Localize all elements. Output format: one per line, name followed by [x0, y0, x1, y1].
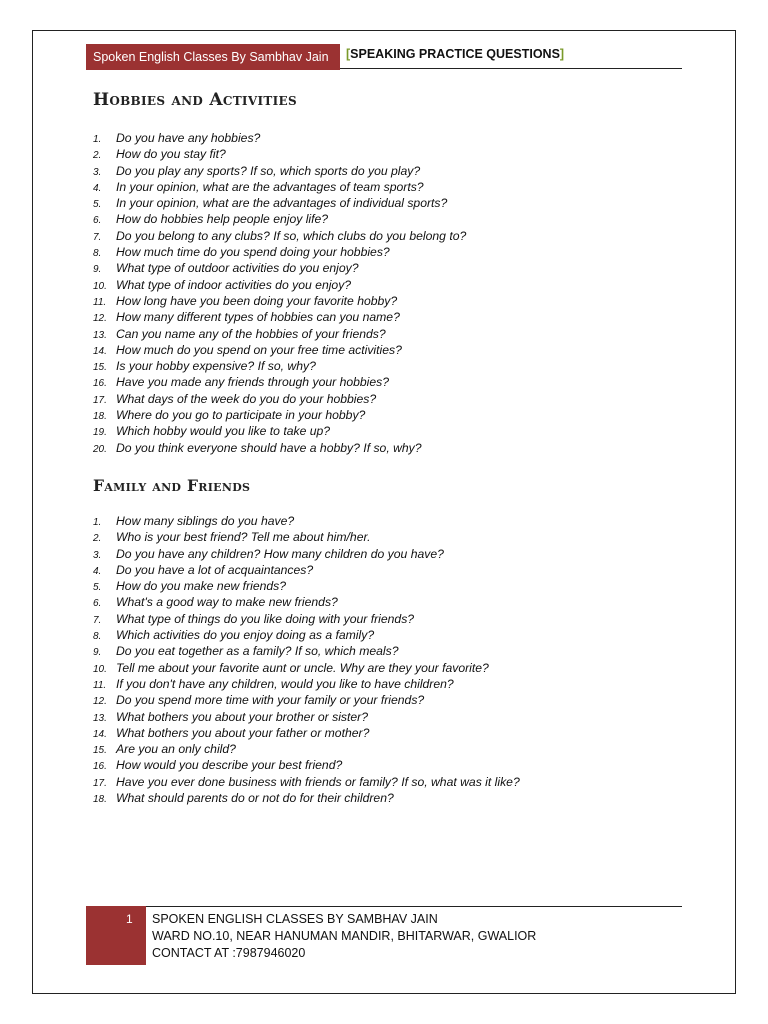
- header-divider: [340, 68, 682, 69]
- footer-divider: [146, 906, 682, 907]
- question-text: How long have you been doing your favorite hobby?: [116, 293, 398, 308]
- question-text: What days of the week do you do your hobbies?: [116, 391, 377, 406]
- list-item: [93, 611, 520, 627]
- question-text: Which hobby would you like to take up?: [116, 424, 331, 439]
- question-number: 11.: [93, 679, 107, 691]
- list-item: [93, 228, 466, 244]
- question-number: 10.: [93, 280, 107, 292]
- question-text: Who is your best friend? Tell me about him/her.: [116, 530, 371, 545]
- question-text: Do you have any children? How many children do you have?: [116, 546, 444, 561]
- question-text: Do you have a lot of acquaintances?: [116, 562, 314, 577]
- header-title-text: SPEAKING PRACTICE QUESTIONS: [350, 47, 560, 61]
- question-number: 15.: [93, 362, 107, 374]
- question-number: 17.: [93, 394, 107, 406]
- question-number: 1.: [93, 134, 102, 145]
- question-text: What bothers you about your brother or sister?: [116, 709, 369, 724]
- question-text: What type of things do you like doing with your friends?: [116, 611, 415, 626]
- list-item: [93, 244, 466, 260]
- question-text: How many siblings do you have?: [116, 514, 295, 528]
- list-item: [93, 709, 520, 725]
- section-title-family: Family and Friends: [93, 476, 251, 495]
- question-text: In your opinion, what are the advantages of team sports?: [116, 179, 424, 194]
- question-text: Is your hobby expensive? If so, why?: [116, 359, 316, 374]
- list-item: [93, 179, 466, 195]
- list-item: [93, 513, 520, 529]
- question-number: 18.: [93, 411, 107, 423]
- question-text: How do you make new friends?: [116, 579, 287, 594]
- header-bracket-close: ]: [559, 47, 565, 61]
- question-number: 9.: [93, 264, 102, 276]
- question-number: 17.: [93, 777, 107, 789]
- question-text: What should parents do or not do for their children?: [116, 791, 394, 806]
- question-number: 5.: [93, 199, 102, 211]
- question-number: 20.: [93, 443, 107, 455]
- question-number: 2.: [93, 150, 102, 162]
- question-text: Are you an only child?: [116, 742, 236, 757]
- question-text: Which activities do you enjoy doing as a family?: [116, 628, 375, 643]
- list-item: [93, 562, 520, 578]
- question-number: 3.: [93, 166, 102, 178]
- question-number: 16.: [93, 761, 107, 773]
- question-number: 18.: [93, 794, 107, 806]
- section-title-hobbies: Hobbies and Activities: [93, 90, 297, 110]
- list-item: [93, 391, 466, 407]
- question-number: 9.: [93, 647, 102, 659]
- question-text: How would you describe your best friend?: [116, 758, 343, 773]
- list-item: [93, 358, 466, 374]
- header-bracket-open: [: [346, 47, 351, 61]
- question-number: 8.: [93, 631, 102, 643]
- question-text: Can you name any of the hobbies of your friends?: [116, 326, 386, 341]
- question-text: Do you belong to any clubs? If so, which clubs do you belong to?: [116, 228, 467, 243]
- question-text: In your opinion, what are the advantages of individual sports?: [116, 196, 448, 211]
- footer-line-3: CONTACT AT :7987946020: [152, 946, 306, 960]
- question-text: Do you play any sports? If so, which sports do you play?: [116, 163, 421, 178]
- list-item: [93, 660, 520, 676]
- question-number: 5.: [93, 582, 102, 594]
- list-item: [93, 440, 466, 456]
- list-item: [93, 407, 466, 423]
- list-item: [93, 741, 520, 757]
- question-text: How much do you spend on your free time activities?: [116, 342, 402, 357]
- question-text: How do hobbies help people enjoy life?: [116, 212, 329, 227]
- question-list-hobbies: [93, 130, 466, 456]
- question-text: Have you made any friends through your hobbies?: [116, 375, 390, 390]
- question-text: Do you have any hobbies?: [116, 131, 261, 145]
- question-text: Tell me about your favorite aunt or uncle. Why are they your favorite?: [116, 660, 489, 675]
- question-number: 6.: [93, 598, 102, 610]
- list-item: [93, 195, 466, 211]
- question-text: Have you ever done business with friends or family? If so, what was it like?: [116, 774, 520, 789]
- question-text: Do you spend more time with your family or your friends?: [116, 693, 425, 708]
- list-item: [93, 790, 520, 806]
- question-number: 2.: [93, 533, 102, 545]
- list-item: [93, 594, 520, 610]
- list-item: [93, 529, 520, 545]
- question-number: 4.: [93, 182, 102, 194]
- question-text: What bothers you about your father or mother?: [116, 725, 370, 740]
- question-text: Do you eat together as a family? If so, which meals?: [116, 644, 399, 659]
- question-number: 14.: [93, 345, 107, 357]
- list-item: [93, 692, 520, 708]
- list-item: [93, 146, 466, 162]
- list-item: [93, 293, 466, 309]
- question-number: 16.: [93, 378, 107, 390]
- list-item: [93, 374, 466, 390]
- list-item: [93, 277, 466, 293]
- list-item: [93, 163, 466, 179]
- footer-line-2: WARD NO.10, NEAR HANUMAN MANDIR, BHITARWAR, GWALIOR: [152, 929, 537, 943]
- list-item: [93, 130, 466, 146]
- question-number: 1.: [93, 517, 102, 528]
- question-text: How many different types of hobbies can you name?: [116, 310, 400, 325]
- list-item: [93, 627, 520, 643]
- page-number: 1: [126, 912, 133, 926]
- question-number: 14.: [93, 728, 107, 740]
- list-item: [93, 643, 520, 659]
- footer-contact: [152, 911, 536, 962]
- question-text: How much time do you spend doing your hobbies?: [116, 245, 390, 260]
- question-number: 4.: [93, 565, 102, 577]
- list-item: [93, 211, 466, 227]
- question-list-family: [93, 513, 520, 806]
- question-number: 13.: [93, 712, 107, 724]
- question-text: What type of outdoor activities do you enjoy?: [116, 261, 359, 276]
- question-number: 13.: [93, 329, 107, 341]
- question-number: 11.: [93, 296, 107, 308]
- list-item: [93, 309, 466, 325]
- question-text: What's a good way to make new friends?: [116, 595, 338, 610]
- question-number: 6.: [93, 215, 102, 227]
- question-text: How do you stay fit?: [116, 147, 226, 162]
- question-text: Where do you go to participate in your hobby?: [116, 408, 366, 423]
- question-number: 15.: [93, 745, 107, 757]
- list-item: [93, 260, 466, 276]
- question-number: 3.: [93, 549, 102, 561]
- list-item: [93, 342, 466, 358]
- question-number: 10.: [93, 663, 107, 675]
- header-brand-label: Spoken English Classes By Sambhav Jain: [86, 44, 340, 70]
- list-item: [93, 423, 466, 439]
- question-number: 7.: [93, 231, 102, 243]
- question-number: 12.: [93, 696, 107, 708]
- list-item: [93, 546, 520, 562]
- question-text: Do you think everyone should have a hobby? If so, why?: [116, 440, 422, 455]
- question-number: 7.: [93, 614, 102, 626]
- header-title: [346, 47, 564, 61]
- question-text: What type of indoor activities do you enjoy?: [116, 277, 352, 292]
- question-number: 8.: [93, 248, 102, 260]
- list-item: [93, 725, 520, 741]
- footer-line-1: SPOKEN ENGLISH CLASSES BY SAMBHAV JAIN: [152, 912, 438, 926]
- question-number: 19.: [93, 427, 107, 439]
- list-item: [93, 774, 520, 790]
- list-item: [93, 326, 466, 342]
- question-text: If you don't have any children, would you like to have children?: [116, 676, 454, 691]
- list-item: [93, 676, 520, 692]
- list-item: [93, 578, 520, 594]
- footer-accent-block: [86, 906, 146, 965]
- question-number: 12.: [93, 313, 107, 325]
- list-item: [93, 757, 520, 773]
